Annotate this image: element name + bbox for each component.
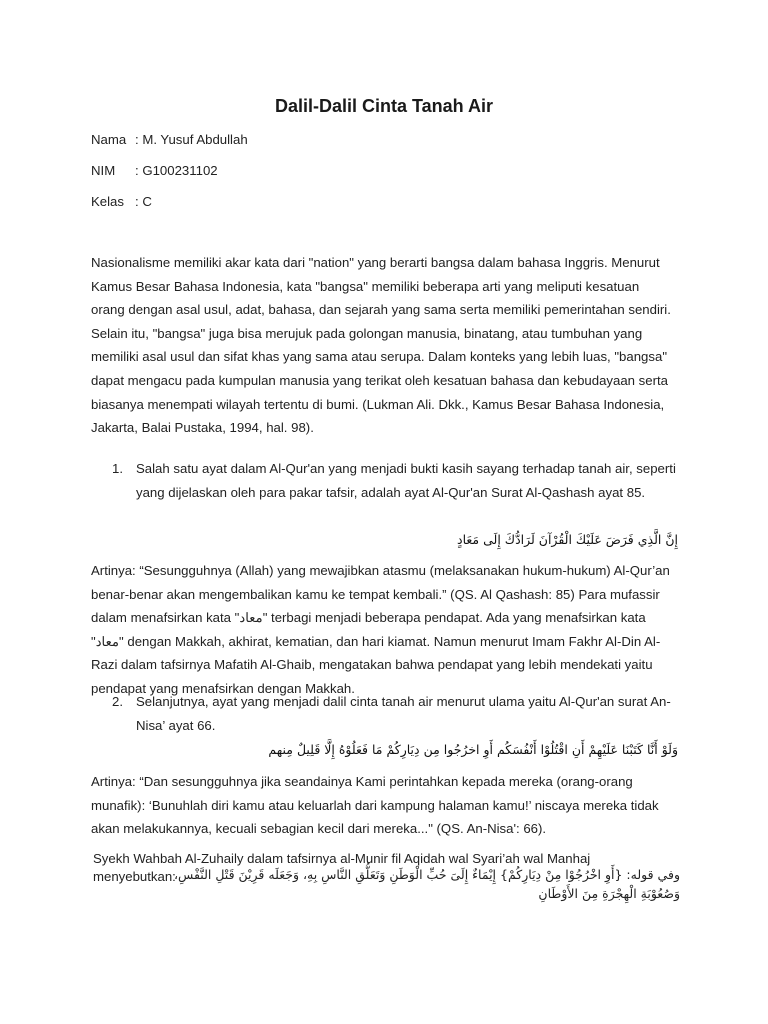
document-title: Dalil-Dalil Cinta Tanah Air	[274, 96, 494, 116]
syekh-line-2: menyebutkan:	[93, 869, 176, 884]
meta-value: : M. Yusuf Abdullah	[135, 132, 248, 147]
arabic-verse-an-nisa: وَلَوْ أَنَّا كَتَبْنَا عَلَيْهِمْ أَنِ اقْتُلُوْا أَنْفُسَكُم أَوِ اخرُجُوا مِن دِيَارِكُمْ مَا فَعَلُوْهُ إِلَّا قَلِيلٌ مِنهم	[268, 742, 678, 757]
list-item-text: Selanjutnya, ayat yang menjadi dalil cinta tanah air menurut ulama yaitu Al-Qur'an surat An-Nisa’ ayat 66.	[136, 694, 671, 733]
meta-value: : G100231102	[135, 163, 218, 178]
list-item-1	[112, 457, 680, 504]
arabic-verse-al-qashash: إِنَّ الَّذِي فَرَضَ عَلَيْكَ الْقُرْآنَ لَرَادُّكَ إِلَى مَعَادٍ	[457, 532, 678, 547]
artinya-paragraph-2: Artinya: “Dan sesungguhnya jika seandainya Kami perintahkan kepada mereka (orang-orang munafik): ‘Bunuhlah diri kamu atau keluarlah dari kampung halaman kamu!’ niscaya mereka tidak akan melakukannya, kecuali sebagian kecil dari mereka..." (QS. An-Nisa': 66).	[91, 774, 659, 837]
meta-kelas	[91, 193, 152, 211]
meta-value: : C	[135, 194, 152, 209]
meta-nim	[91, 162, 218, 180]
meta-key: Kelas	[91, 194, 124, 209]
intro-paragraph: Nasionalisme memiliki akar kata dari "nation" yang berarti bangsa dalam bahasa Inggris. Menurut Kamus Besar Bahasa Indonesia, kata "bangsa" memiliki beberapa arti yang meliputi kesatuan orang dengan asal usul, adat, bahasa, dan sejarah yang sama serta memiliki pemerintahan sendiri. Selain itu, "bangsa" juga bisa merujuk pada golongan manusia, binatang, atau tumbuhan yang memiliki asal usul dan sifat khas yang sama atau serupa. Dalam konteks yang lebih luas, "bangsa" dapat mengacu pada kumpulan manusia yang terikat oleh kesatuan bahasa dan kebudayaan serta biasanya menempati wilayah tertentu di bumi. (Lukman Ali. Dkk., Kamus Besar Bahasa Indonesia, Jakarta, Balai Pustaka, 1994, hal. 98).	[91, 255, 671, 436]
list-item-2	[112, 690, 680, 737]
artinya-paragraph-1: Artinya: “Sesungguhnya (Allah) yang mewajibkan atasmu (melaksanakan hukum-hukum) Al-Qur’an benar-benar akan mengembalikan kamu ke tempat kembali.” (QS. Al Qashash: 85) Para mufassir dalam menafsirkan kata "معاد" terbagi menjadi beberapa pendapat. Ada yang menafsirkan kata "معاد" dengan Makkah, akhirat, kematian, dan hari kiamat. Namun menurut Imam Fakhr Al-Din Al-Razi dalam tafsirnya Mafatih Al-Ghaib, mengatakan bahwa pendapat yang lebih mendekati yaitu pendapat yang menafsirkan dengan Makkah.	[91, 563, 670, 696]
list-number: 1.	[112, 461, 123, 476]
syekh-line-1: Syekh Wahbah Al-Zuhaily dalam tafsirnya al-Munir fil Aqidah wal Syari’ah wal Manhaj	[93, 851, 591, 866]
meta-nama	[91, 131, 248, 149]
list-number: 2.	[112, 694, 123, 709]
arabic-quote-line-1: وفي قوله: {أَوِ اخْرُجُوْا مِنْ دِيَارِكُمْ} إِيْمَاءٌ إِلَىَ حُبِّ الْوَطَنِ وَتَعَلُّقِ النَّاسِ بِهِ، وَجَعَلَه قَرِيْنَ قَتْلِ النَّفْسِ،	[174, 867, 680, 882]
meta-key: Nama	[91, 132, 127, 147]
list-item-text: Salah satu ayat dalam Al-Qur'an yang menjadi bukti kasih sayang terhadap tanah air, seperti yang dijelaskan oleh para pakar tafsir, adalah ayat Al-Qur'an Surat Al-Qashash ayat 85.	[136, 461, 676, 500]
arabic-quote-line-2: وَصُعُوْبَةِ الْهِجْرَةِ مِنَ الأَوْطَانِ	[538, 886, 680, 901]
meta-key: NIM	[91, 163, 116, 178]
